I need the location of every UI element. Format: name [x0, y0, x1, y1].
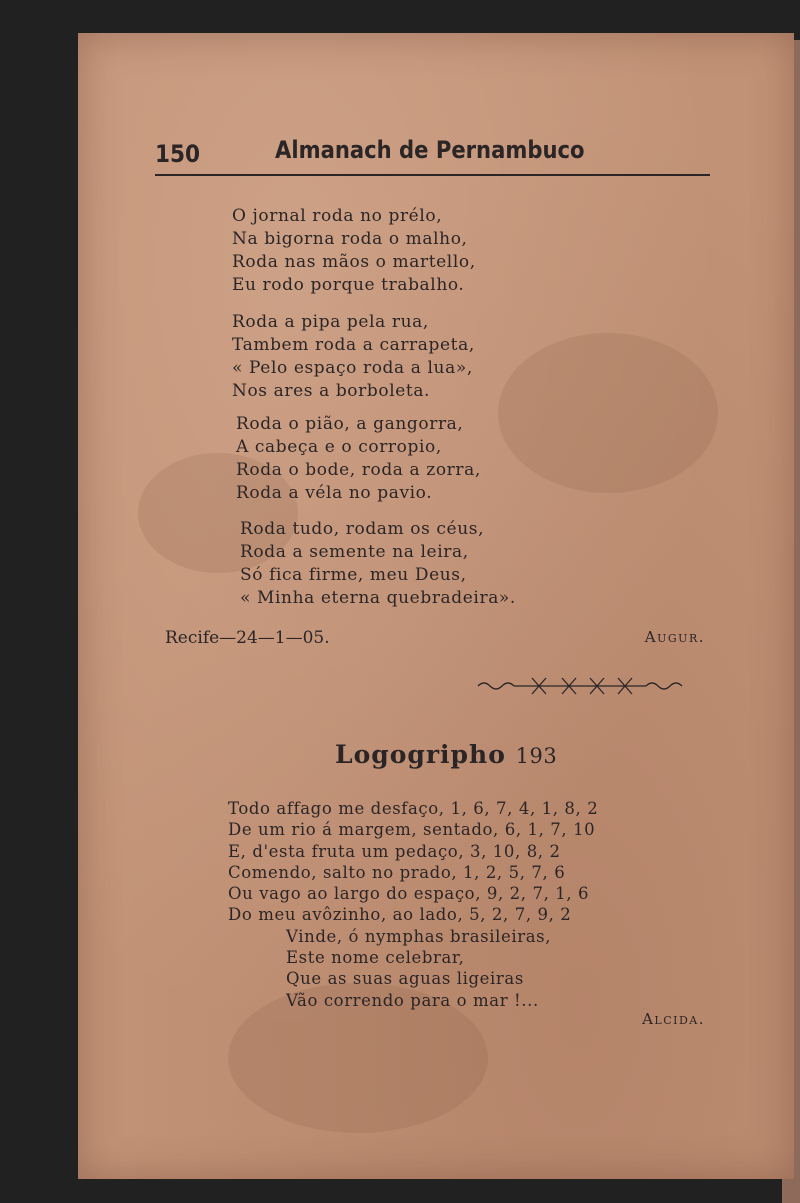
- verse-line: Vão correndo para o mar !...: [286, 990, 539, 1010]
- poem-line: Roda nas mãos o martello,: [232, 252, 476, 272]
- poem-line: Roda o bode, roda a zorra,: [236, 460, 481, 480]
- poem-stanza-4: [240, 518, 516, 610]
- logogripho-author: Alcida.: [642, 1010, 705, 1028]
- poem-line: Tambem roda a carrapeta,: [232, 335, 475, 355]
- poem-line: Roda a pipa pela rua,: [232, 312, 429, 332]
- clue-line: Todo affago me desfaço, 1, 6, 7, 4, 1, 8, 2: [228, 799, 599, 818]
- verse-line: Que as suas aguas ligeiras: [286, 969, 524, 989]
- poem-line: Roda tudo, rodam os céus,: [240, 519, 485, 539]
- logogripho-body: [228, 798, 598, 1011]
- poem-place-date: Recife—24—1—05.: [165, 628, 330, 648]
- poem-line: Roda a véla no pavio.: [236, 483, 433, 503]
- poem-line: Nos ares a borboleta.: [232, 381, 431, 401]
- poem-line: O jornal roda no prélo,: [232, 206, 443, 226]
- poem-stanza-2: [232, 311, 475, 403]
- poem-line: Roda a semente na leira,: [240, 542, 469, 562]
- poem-line: Roda o pião, a gangorra,: [236, 414, 464, 434]
- header-rule: [155, 174, 710, 176]
- clue-line: Ou vago ao largo do espaço, 9, 2, 7, 1, 6: [228, 884, 590, 904]
- poem-line: Só fica firme, meu Deus,: [240, 565, 467, 585]
- poem-stanza-3: [236, 413, 481, 505]
- ornament-divider: [470, 675, 690, 695]
- clue-line: De um rio á margem, sentado, 6, 1, 7, 10: [228, 820, 596, 840]
- running-title: Almanach de Pernambuco: [275, 136, 585, 164]
- verse-line: Vinde, ó nymphas brasileiras,: [286, 926, 552, 946]
- poem-line: Eu rodo porque trabalho.: [232, 275, 465, 295]
- verse-line: Este nome celebrar,: [286, 948, 465, 968]
- clue-line: Comendo, salto no prado, 1, 2, 5, 7, 6: [228, 862, 566, 882]
- clue-line: E, d'esta fruta um pedaço, 3, 10, 8, 2: [228, 841, 561, 861]
- page-number: 150: [155, 140, 201, 168]
- logogripho-number: 193: [515, 744, 558, 768]
- poem-stanza-1: [232, 205, 476, 297]
- poem-line: Na bigorna roda o malho,: [232, 229, 468, 249]
- poem-author: Augur.: [644, 628, 705, 646]
- poem-line: « Minha eterna quebradeira».: [240, 588, 516, 608]
- logogripho-title: [335, 740, 557, 769]
- poem-line: « Pelo espaço roda a lua»,: [232, 358, 473, 378]
- clue-line: Do meu avôzinho, ao lado, 5, 2, 7, 9, 2: [228, 905, 572, 925]
- logogripho-title-text: Logogripho: [335, 740, 506, 769]
- poem-line: A cabeça e o corropio,: [236, 437, 442, 457]
